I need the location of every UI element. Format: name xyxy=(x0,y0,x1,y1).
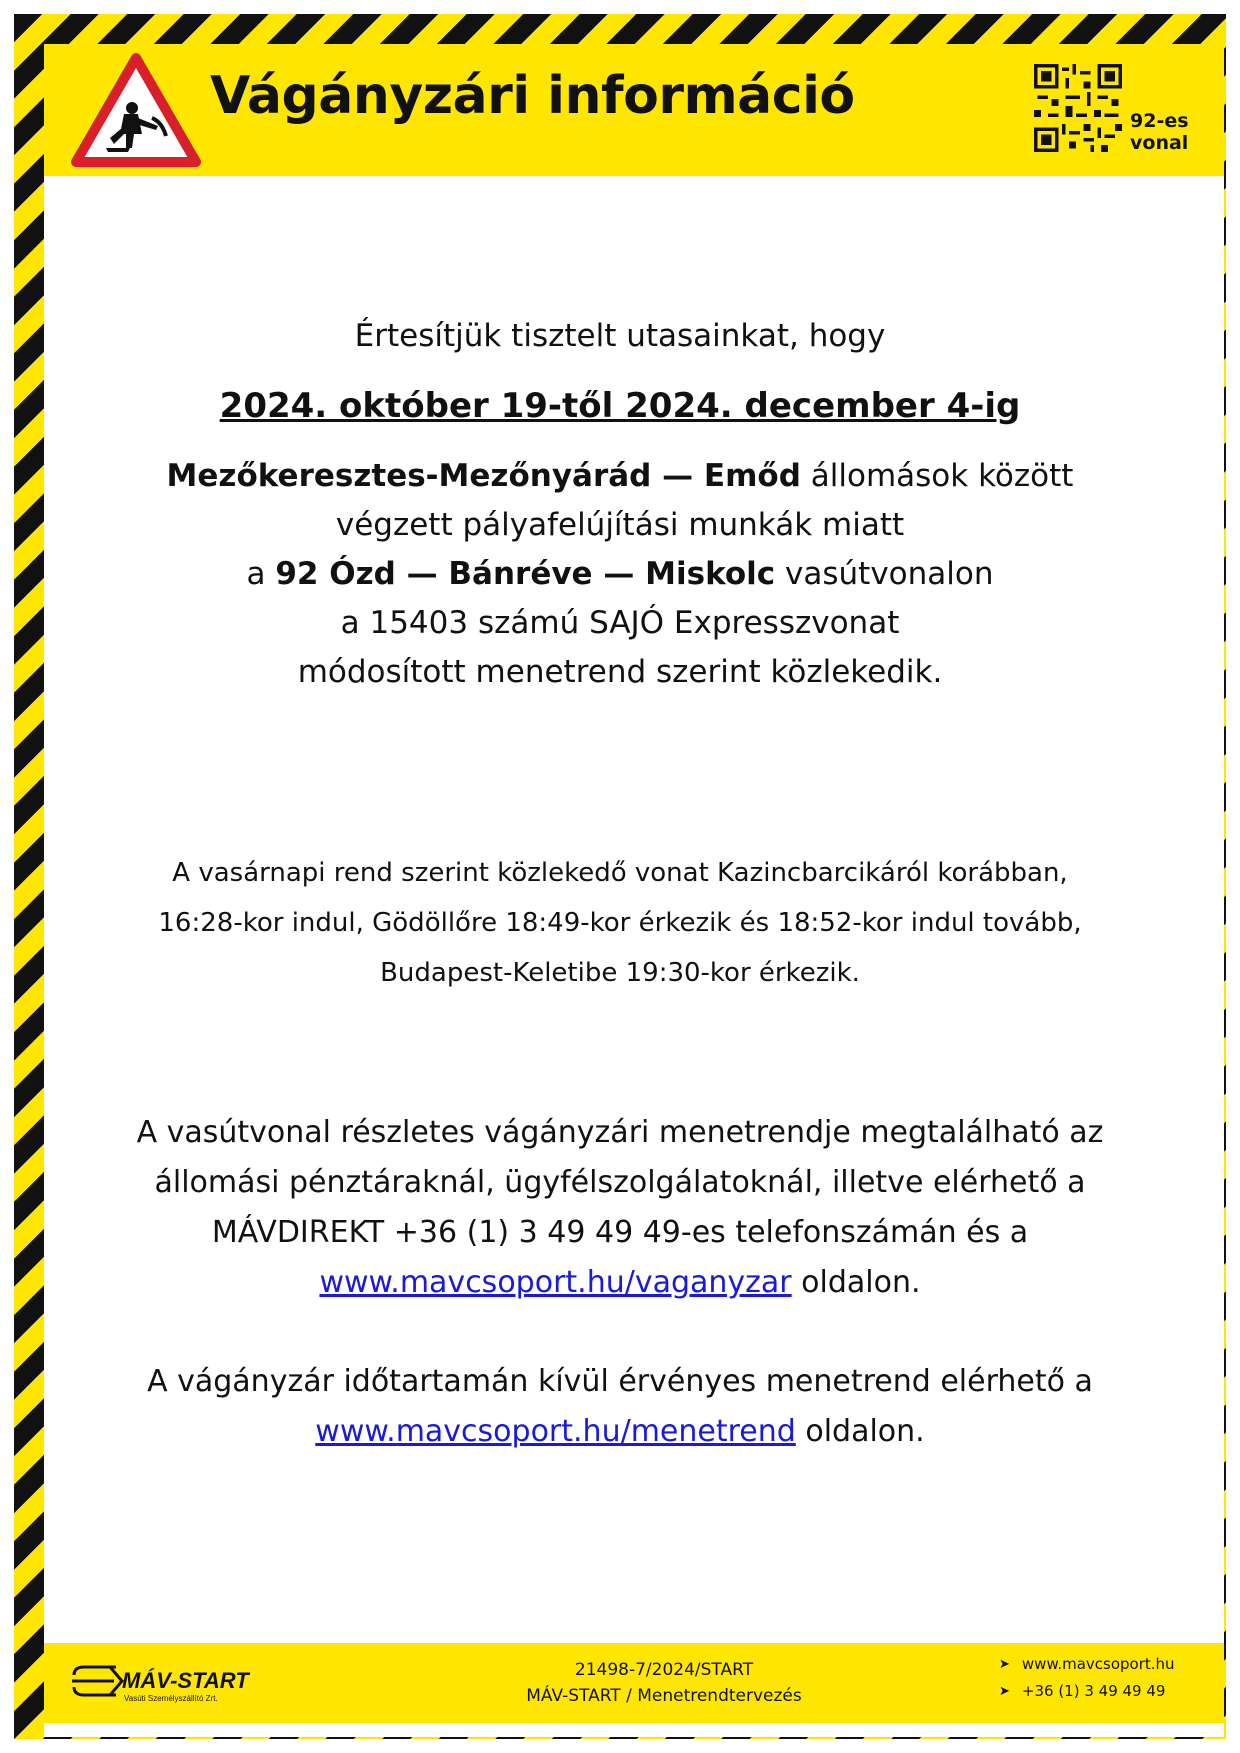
mav-start-logo xyxy=(70,1655,270,1707)
department-name: MÁV-START / Menetrendtervezés xyxy=(526,1686,802,1706)
line-number-label xyxy=(1130,110,1189,154)
info-link-line xyxy=(60,1258,1180,1308)
phone-row xyxy=(999,1678,1175,1705)
header-bar xyxy=(44,44,1224,176)
line-word: vonal xyxy=(1130,132,1189,154)
train-info: a 15403 számú SAJÓ Expresszvonat xyxy=(340,605,900,641)
line-number: 92-es xyxy=(1130,110,1189,132)
info-line-3: MÁVDIREKT +36 (1) 3 49 49 49-es telefonszámán és a xyxy=(211,1215,1029,1250)
contact-info xyxy=(999,1651,1175,1705)
info-line-2: állomási pénztáraknál, ügyfélszolgálatoknál, illetve elérhető a xyxy=(154,1165,1086,1200)
document-reference xyxy=(424,1657,904,1709)
qr-code-icon[interactable] xyxy=(1034,64,1122,152)
roadworks-warning-icon xyxy=(70,52,202,168)
logo-wordmark: MÁV-START xyxy=(122,1668,249,1693)
logo-tagline: Vasúti Személyszállító Zrt. xyxy=(124,1694,218,1703)
sunday-line-1: A vasárnapi rend szerint közlekedő vonat Kazincbarcikáról korábban, xyxy=(172,858,1068,888)
stations-suffix: állomások között xyxy=(800,458,1074,494)
intro-text: Értesítjük tisztelt utasainkat, hogy xyxy=(354,318,886,354)
phone-number[interactable]: +36 (1) 3 49 49 49 xyxy=(1021,1682,1166,1700)
sunday-line-2: 16:28-kor indul, Gödöllőre 18:49-kor érkezik és 18:52-kor indul tovább, xyxy=(158,908,1082,938)
sunday-service-notice xyxy=(60,848,1180,998)
menetrend-link[interactable]: www.mavcsoport.hu/menetrend xyxy=(315,1414,796,1449)
arrow-right-icon: ➤ xyxy=(999,1684,1010,1699)
line-suffix: vasútvonalon xyxy=(775,556,994,592)
line-prefix: a xyxy=(246,556,276,592)
outside-link-line xyxy=(60,1407,1180,1457)
outside-line-1: A vágányzár időtartamán kívül érvényes menetrend elérhető a xyxy=(147,1364,1093,1399)
closure-details xyxy=(60,452,1180,697)
vaganyzar-link-suffix: oldalon. xyxy=(791,1265,921,1300)
menetrend-link-suffix: oldalon. xyxy=(795,1414,925,1449)
line-info xyxy=(60,550,1180,599)
timetable-info xyxy=(60,1108,1180,1308)
vaganyzar-link[interactable]: www.mavcsoport.hu/vaganyzar xyxy=(319,1265,792,1300)
closure-dates: 2024. október 19-től 2024. december 4-ig xyxy=(219,386,1021,426)
website-link[interactable]: www.mavcsoport.hu xyxy=(1021,1655,1175,1673)
website-row xyxy=(999,1651,1175,1678)
reference-number: 21498-7/2024/START xyxy=(574,1660,754,1680)
sunday-line-3: Budapest-Keletibe 19:30-kor érkezik. xyxy=(380,958,860,988)
schedule-info: módosított menetrend szerint közlekedik. xyxy=(297,654,943,690)
arrow-right-icon: ➤ xyxy=(999,1657,1010,1672)
stations-name: Mezőkeresztes-Mezőnyárád — Emőd xyxy=(166,458,801,494)
page-title: Vágányzári információ xyxy=(210,66,855,126)
stations-line xyxy=(60,452,1180,501)
regular-timetable-info xyxy=(60,1357,1180,1457)
work-reason: végzett pályafelújítási munkák miatt xyxy=(335,507,905,543)
footer-bar xyxy=(44,1643,1224,1723)
info-line-1: A vasútvonal részletes vágányzári menetrendje megtalálható az xyxy=(136,1115,1104,1150)
line-name: 92 Ózd — Bánréve — Miskolc xyxy=(275,556,776,592)
